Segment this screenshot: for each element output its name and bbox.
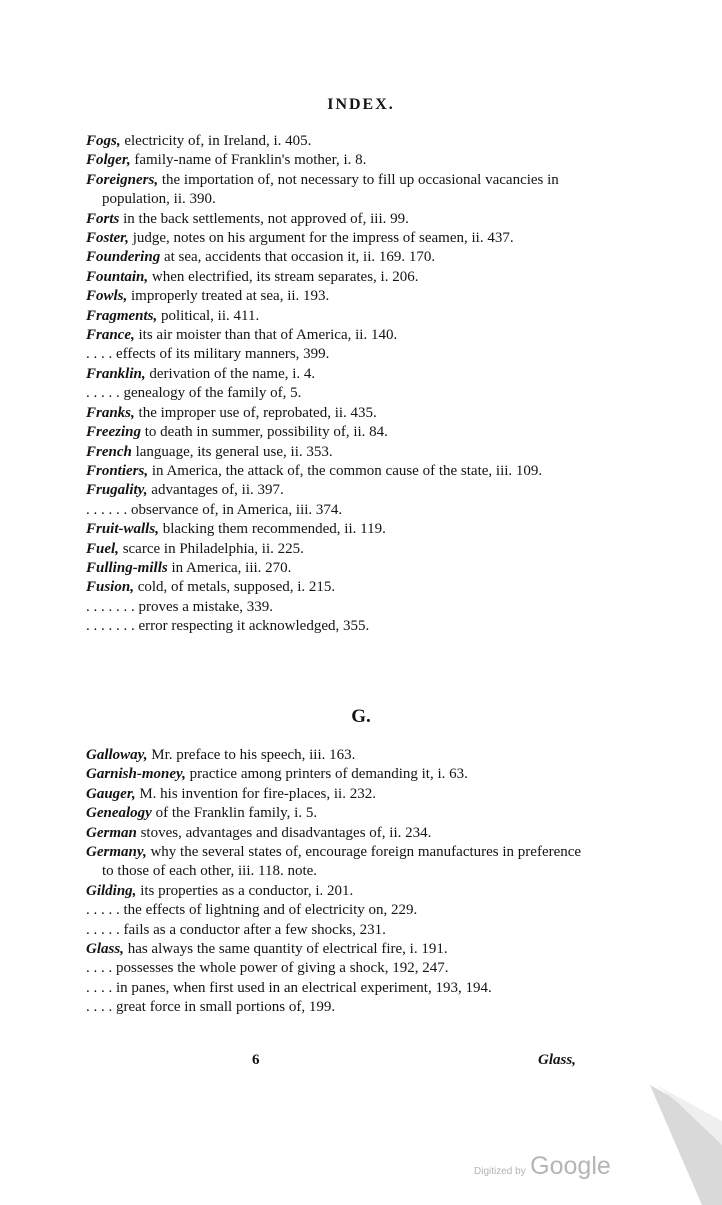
entry-text: . . . . effects of its military manners, 399. [86, 346, 330, 363]
entry-heading: Foster, [86, 230, 129, 247]
index-entry [86, 765, 586, 784]
entry-heading: Franks, [86, 404, 135, 421]
entry-text: . . . . . . observance of, in America, iii. 374. [86, 501, 343, 518]
entry-text: of the Franklin family, i. 5. [151, 805, 318, 822]
index-entry [86, 307, 586, 326]
index-entry [86, 443, 586, 462]
index-entry [86, 268, 586, 287]
index-entry [86, 882, 586, 901]
entry-text: in America, iii. 270. [167, 559, 292, 576]
index-entry [86, 559, 586, 578]
index-entry [86, 229, 586, 248]
entry-text: family-name of Franklin's mother, i. 8. [130, 152, 367, 169]
entry-text: its properties as a conductor, i. 201. [136, 882, 354, 899]
entry-heading: Fruit-walls, [86, 521, 159, 538]
section-letter-heading: G. [351, 706, 371, 727]
index-entry [86, 598, 586, 617]
entry-heading: Fountain, [86, 268, 149, 285]
page-header: INDEX. [327, 96, 395, 113]
entry-text: . . . . . . . proves a mistake, 339. [86, 598, 274, 615]
index-entry [86, 959, 586, 978]
entry-heading: Forts [86, 210, 120, 227]
index-section-f [86, 132, 586, 637]
index-entry [86, 404, 586, 423]
entry-heading: Fowls, [86, 288, 128, 305]
entry-heading: Foundering [86, 249, 161, 266]
entry-text: its air moister than that of America, ii. 140. [134, 327, 398, 344]
entry-text: . . . . possesses the whole power of giving a shock, 192, 247. [86, 960, 449, 977]
index-entry [86, 804, 586, 823]
index-entry [86, 384, 586, 403]
entry-text: improperly treated at sea, ii. 193. [127, 288, 330, 305]
index-entry [86, 998, 586, 1017]
entry-heading: Fragments, [86, 307, 158, 324]
index-entry [86, 365, 586, 384]
index-entry [86, 578, 586, 597]
entry-text: in the back settlements, not approved of, iii. 99. [119, 210, 409, 227]
index-entry [86, 901, 586, 920]
entry-text: . . . . in panes, when first used in an electrical experiment, 193, 194. [86, 979, 492, 996]
index-entry [86, 979, 586, 998]
catchword: Glass, [538, 1052, 576, 1068]
watermark-prefix: Digitized by [474, 1166, 526, 1177]
entry-heading: Freezing [86, 424, 142, 441]
entry-heading: Franklin, [86, 365, 146, 382]
entry-heading: Folger, [86, 152, 131, 169]
entry-text: to death in summer, possibility of, ii. 84. [141, 424, 388, 441]
entry-text: . . . . . fails as a conductor after a few shocks, 231. [86, 921, 386, 938]
index-entry [86, 540, 586, 559]
index-entry [86, 132, 586, 151]
entry-heading: Fuel, [86, 540, 119, 557]
index-entry [86, 617, 586, 636]
entry-text: . . . . great force in small portions of, 199. [86, 999, 336, 1016]
index-entry [86, 481, 586, 500]
index-entry [86, 824, 586, 843]
entry-text: judge, notes on his argument for the impress of seamen, ii. 437. [128, 230, 514, 247]
entry-heading: Gauger, [86, 785, 136, 802]
entry-heading: Garnish-money, [86, 766, 186, 783]
entry-heading: Gilding, [86, 882, 137, 899]
entry-heading: Fogs, [86, 133, 121, 149]
index-entry [86, 940, 586, 959]
entry-text: stoves, advantages and disadvantages of, ii. 234. [136, 824, 432, 841]
entry-heading: Galloway, [86, 747, 148, 763]
entry-heading: Germany, [86, 844, 147, 861]
page-number: 6 [252, 1052, 260, 1068]
entry-text: why the several states of, encourage foreign manufactures in preference to those of each other, iii. 118. note. [102, 844, 582, 880]
entry-text: at sea, accidents that occasion it, ii. 169. 170. [160, 249, 436, 266]
index-entry [86, 520, 586, 539]
index-entry [86, 921, 586, 940]
index-entry [86, 423, 586, 442]
index-entry [86, 326, 586, 345]
watermark-logo: Google [530, 1152, 611, 1180]
index-entry [86, 345, 586, 364]
index-entry [86, 210, 586, 229]
entry-text: Mr. preface to his speech, iii. 163. [147, 747, 356, 763]
entry-heading: Genealogy [86, 805, 152, 822]
page-corner-shadow [642, 1085, 722, 1205]
entry-text: . . . . . . . error respecting it acknowledged, 355. [86, 618, 370, 635]
index-entry [86, 746, 586, 765]
index-entry [86, 785, 586, 804]
index-entry [86, 171, 586, 210]
entry-heading: France, [86, 327, 135, 344]
entry-heading: Foreigners, [86, 171, 159, 188]
index-section-g [86, 746, 586, 1018]
entry-text: the importation of, not necessary to fill up occasional vacancies in population, ii. 390. [102, 171, 559, 208]
index-entry [86, 843, 586, 882]
entry-text: M. his invention for fire-places, ii. 232. [135, 785, 376, 802]
entry-text: scarce in Philadelphia, ii. 225. [118, 540, 304, 557]
entry-heading: Frontiers, [86, 462, 149, 479]
entry-heading: Glass, [86, 941, 124, 958]
entry-text: in America, the attack of, the common cause of the state, iii. 109. [148, 462, 543, 479]
entry-text: has always the same quantity of electrical fire, i. 191. [123, 941, 448, 958]
entry-text: . . . . . genealogy of the family of, 5. [86, 385, 302, 402]
entry-text: electricity of, in Ireland, i. 405. [120, 133, 312, 149]
entry-heading: Frugality, [86, 482, 148, 499]
entry-text: derivation of the name, i. 4. [145, 365, 316, 382]
entry-text: the improper use of, reprobated, ii. 435. [134, 404, 377, 421]
index-entry [86, 462, 586, 481]
entry-text: blacking them recommended, ii. 119. [158, 521, 386, 538]
entry-text: cold, of metals, supposed, i. 215. [133, 579, 336, 596]
entry-text: . . . . . the effects of lightning and of electricity on, 229. [86, 902, 418, 919]
entry-text: political, ii. 411. [157, 307, 260, 324]
entry-text: when electrified, its stream separates, i. 206. [148, 268, 419, 285]
index-entry [86, 287, 586, 306]
entry-text: advantages of, ii. 397. [147, 482, 284, 499]
index-entry [86, 248, 586, 267]
entry-heading: French [86, 443, 132, 460]
entry-heading: German [86, 824, 137, 841]
entry-text: practice among printers of demanding it, i. 63. [185, 766, 468, 783]
digitized-watermark [474, 1152, 611, 1181]
entry-heading: Fulling-mills [86, 559, 168, 576]
index-entry [86, 151, 586, 170]
entry-heading: Fusion, [86, 579, 134, 596]
index-entry [86, 501, 586, 520]
entry-text: language, its general use, ii. 353. [131, 443, 333, 460]
